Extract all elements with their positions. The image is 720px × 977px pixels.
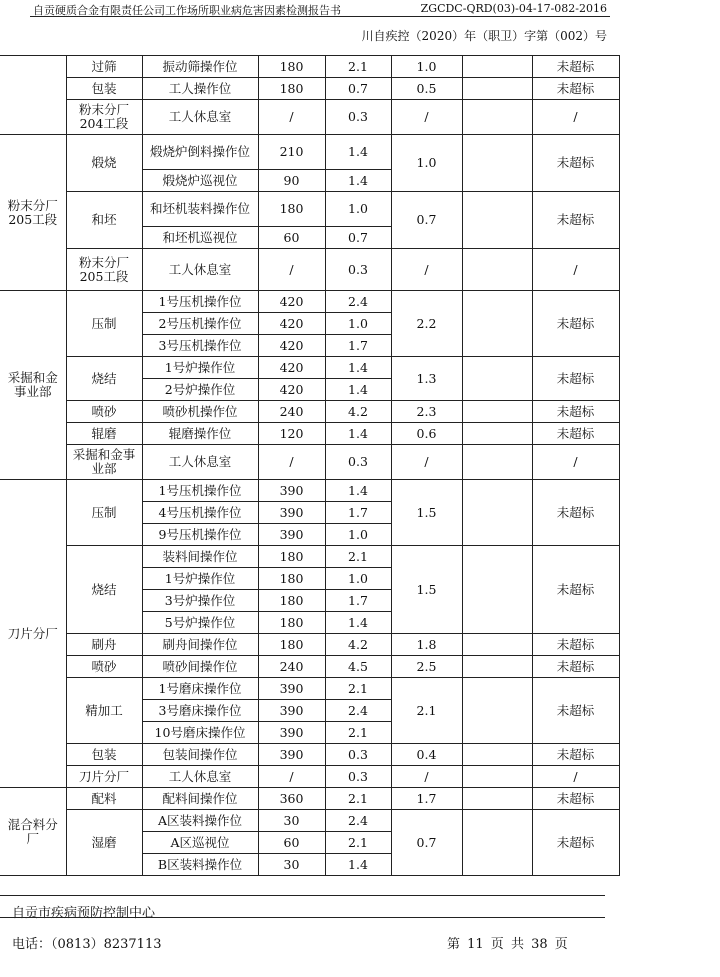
concentration-cell: 0.3 (325, 445, 391, 480)
twa-cell: 0.5 (391, 78, 462, 100)
limit-cell (462, 810, 532, 876)
twa-cell: / (391, 766, 462, 788)
duration-cell: 420 (258, 379, 325, 401)
concentration-cell: 2.1 (325, 722, 391, 744)
position-cell: 3号磨床操作位 (142, 700, 258, 722)
table-row (0, 423, 619, 445)
duration-cell: 420 (258, 313, 325, 335)
result-cell: 未超标 (532, 357, 619, 401)
process-cell: 配料 (66, 788, 142, 810)
limit-cell (462, 634, 532, 656)
limit-cell (462, 744, 532, 766)
concentration-cell: 1.0 (325, 192, 391, 227)
table-row (0, 291, 619, 313)
position-cell: 1号压机操作位 (142, 480, 258, 502)
process-cell: 刀片分厂 (66, 766, 142, 788)
duration-cell: 180 (258, 78, 325, 100)
position-cell: 配料间操作位 (142, 788, 258, 810)
page-number: 第 11 页 共 38 页 (447, 937, 568, 952)
duration-cell: 240 (258, 401, 325, 423)
concentration-cell: 4.2 (325, 401, 391, 423)
position-cell: 3号压机操作位 (142, 335, 258, 357)
process-cell: 喷砂 (66, 656, 142, 678)
duration-cell: 390 (258, 744, 325, 766)
twa-cell: 1.5 (391, 546, 462, 634)
position-cell: 5号炉操作位 (142, 612, 258, 634)
footer-rule-bottom (0, 917, 605, 918)
table-row (0, 401, 619, 423)
limit-cell (462, 445, 532, 480)
position-cell: 喷砂间操作位 (142, 656, 258, 678)
concentration-cell: 1.4 (325, 423, 391, 445)
concentration-cell: 2.1 (325, 832, 391, 854)
table-row (0, 678, 619, 700)
position-cell: 4号压机操作位 (142, 502, 258, 524)
position-cell: 1号炉操作位 (142, 568, 258, 590)
limit-cell (462, 678, 532, 744)
unit-cell: 混合料分厂 (0, 788, 66, 876)
twa-cell: / (391, 100, 462, 135)
concentration-cell: 1.0 (325, 568, 391, 590)
duration-cell: 30 (258, 854, 325, 876)
duration-cell: / (258, 249, 325, 291)
process-cell: 包装 (66, 744, 142, 766)
twa-cell: 2.2 (391, 291, 462, 357)
duration-cell: 180 (258, 590, 325, 612)
duration-cell: 180 (258, 634, 325, 656)
concentration-cell: 1.4 (325, 480, 391, 502)
process-cell: 刷舟 (66, 634, 142, 656)
concentration-cell: 2.4 (325, 810, 391, 832)
position-cell: 振动筛操作位 (142, 56, 258, 78)
concentration-cell: 1.4 (325, 612, 391, 634)
report-reference-number: 川自疾控（2020）年（职卫）字第（002）号 (361, 29, 607, 43)
table-row (0, 100, 619, 135)
duration-cell: 90 (258, 170, 325, 192)
twa-cell: 1.3 (391, 357, 462, 401)
position-cell: 工人休息室 (142, 249, 258, 291)
result-cell: 未超标 (532, 135, 619, 192)
result-cell: / (532, 100, 619, 135)
position-cell: 煅烧炉巡视位 (142, 170, 258, 192)
limit-cell (462, 480, 532, 546)
organization-name: 自贡市疾病预防控制中心 (12, 906, 156, 921)
result-cell: / (532, 766, 619, 788)
result-cell: 未超标 (532, 480, 619, 546)
twa-cell: 0.6 (391, 423, 462, 445)
concentration-cell: 0.7 (325, 78, 391, 100)
duration-cell: 390 (258, 480, 325, 502)
duration-cell: 120 (258, 423, 325, 445)
process-cell: 粉末分厂204工段 (66, 100, 142, 135)
detection-results-table (0, 55, 620, 876)
table-row (0, 445, 619, 480)
twa-cell: 1.8 (391, 634, 462, 656)
limit-cell (462, 291, 532, 357)
duration-cell: 390 (258, 700, 325, 722)
position-cell: 和坯机装料操作位 (142, 192, 258, 227)
position-cell: 喷砂机操作位 (142, 401, 258, 423)
duration-cell: 420 (258, 357, 325, 379)
duration-cell: 390 (258, 722, 325, 744)
result-cell: 未超标 (532, 634, 619, 656)
process-cell: 包装 (66, 78, 142, 100)
concentration-cell: 4.5 (325, 656, 391, 678)
process-cell: 辊磨 (66, 423, 142, 445)
footer-rule-top (0, 895, 605, 896)
result-cell: 未超标 (532, 546, 619, 634)
position-cell: 9号压机操作位 (142, 524, 258, 546)
concentration-cell: 0.3 (325, 100, 391, 135)
table-row (0, 634, 619, 656)
position-cell: A区装料操作位 (142, 810, 258, 832)
limit-cell (462, 656, 532, 678)
position-cell: 装料间操作位 (142, 546, 258, 568)
position-cell: 辊磨操作位 (142, 423, 258, 445)
header-rule (30, 16, 610, 17)
process-cell: 精加工 (66, 678, 142, 744)
position-cell: 刷舟间操作位 (142, 634, 258, 656)
table-row (0, 810, 619, 832)
process-cell: 煅烧 (66, 135, 142, 192)
twa-cell: 0.4 (391, 744, 462, 766)
duration-cell: 390 (258, 502, 325, 524)
limit-cell (462, 135, 532, 192)
concentration-cell: 1.0 (325, 524, 391, 546)
limit-cell (462, 249, 532, 291)
concentration-cell: 2.4 (325, 291, 391, 313)
process-cell: 和坯 (66, 192, 142, 249)
result-cell: 未超标 (532, 192, 619, 249)
concentration-cell: 2.1 (325, 546, 391, 568)
duration-cell: 60 (258, 227, 325, 249)
twa-cell: 1.0 (391, 135, 462, 192)
process-cell: 喷砂 (66, 401, 142, 423)
process-cell: 采掘和金事业部 (66, 445, 142, 480)
concentration-cell: 1.7 (325, 502, 391, 524)
duration-cell: 210 (258, 135, 325, 170)
duration-cell: 420 (258, 335, 325, 357)
twa-cell: 1.5 (391, 480, 462, 546)
position-cell: 3号炉操作位 (142, 590, 258, 612)
unit-cell (0, 56, 66, 135)
concentration-cell: 2.1 (325, 56, 391, 78)
table-row (0, 56, 619, 78)
position-cell: 工人休息室 (142, 100, 258, 135)
result-cell: 未超标 (532, 656, 619, 678)
position-cell: 1号磨床操作位 (142, 678, 258, 700)
table-row (0, 480, 619, 502)
concentration-cell: 1.4 (325, 357, 391, 379)
table-row (0, 78, 619, 100)
limit-cell (462, 357, 532, 401)
limit-cell (462, 401, 532, 423)
position-cell: 工人操作位 (142, 78, 258, 100)
twa-cell: / (391, 445, 462, 480)
limit-cell (462, 56, 532, 78)
process-cell: 湿磨 (66, 810, 142, 876)
concentration-cell: 0.3 (325, 249, 391, 291)
position-cell: A区巡视位 (142, 832, 258, 854)
limit-cell (462, 100, 532, 135)
position-cell: 工人休息室 (142, 766, 258, 788)
position-cell: 煅烧炉倒料操作位 (142, 135, 258, 170)
position-cell: 1号压机操作位 (142, 291, 258, 313)
table-row (0, 766, 619, 788)
duration-cell: 180 (258, 192, 325, 227)
duration-cell: 420 (258, 291, 325, 313)
concentration-cell: 0.3 (325, 744, 391, 766)
concentration-cell: 0.3 (325, 766, 391, 788)
twa-cell: 0.7 (391, 192, 462, 249)
concentration-cell: 1.4 (325, 135, 391, 170)
process-cell: 压制 (66, 480, 142, 546)
concentration-cell: 2.4 (325, 700, 391, 722)
position-cell: 2号压机操作位 (142, 313, 258, 335)
duration-cell: 180 (258, 546, 325, 568)
limit-cell (462, 766, 532, 788)
table-row (0, 192, 619, 227)
table-row (0, 357, 619, 379)
duration-cell: 240 (258, 656, 325, 678)
result-cell: 未超标 (532, 788, 619, 810)
concentration-cell: 1.7 (325, 590, 391, 612)
duration-cell: 390 (258, 524, 325, 546)
concentration-cell: 1.0 (325, 313, 391, 335)
limit-cell (462, 78, 532, 100)
twa-cell: 0.7 (391, 810, 462, 876)
duration-cell: 30 (258, 810, 325, 832)
limit-cell (462, 423, 532, 445)
process-cell: 烧结 (66, 546, 142, 634)
concentration-cell: 0.7 (325, 227, 391, 249)
twa-cell: 1.7 (391, 788, 462, 810)
table-row (0, 744, 619, 766)
report-title: 自贡硬质合金有限责任公司工作场所职业病危害因素检测报告书 (33, 4, 341, 17)
process-cell: 粉末分厂205工段 (66, 249, 142, 291)
concentration-cell: 1.4 (325, 170, 391, 192)
result-cell: 未超标 (532, 810, 619, 876)
position-cell: 包装间操作位 (142, 744, 258, 766)
result-cell: 未超标 (532, 401, 619, 423)
duration-cell: 360 (258, 788, 325, 810)
result-cell: 未超标 (532, 678, 619, 744)
duration-cell: 60 (258, 832, 325, 854)
position-cell: 工人休息室 (142, 445, 258, 480)
duration-cell: 180 (258, 612, 325, 634)
twa-cell: 2.5 (391, 656, 462, 678)
position-cell: B区装料操作位 (142, 854, 258, 876)
concentration-cell: 1.4 (325, 379, 391, 401)
twa-cell: 1.0 (391, 56, 462, 78)
unit-cell: 粉末分厂205工段 (0, 135, 66, 291)
duration-cell: 180 (258, 568, 325, 590)
duration-cell: / (258, 766, 325, 788)
unit-cell: 采掘和金事业部 (0, 291, 66, 480)
concentration-cell: 2.1 (325, 788, 391, 810)
result-cell: 未超标 (532, 291, 619, 357)
result-cell: 未超标 (532, 744, 619, 766)
twa-cell: / (391, 249, 462, 291)
concentration-cell: 1.7 (325, 335, 391, 357)
twa-cell: 2.3 (391, 401, 462, 423)
position-cell: 1号炉操作位 (142, 357, 258, 379)
process-cell: 过筛 (66, 56, 142, 78)
limit-cell (462, 192, 532, 249)
limit-cell (462, 546, 532, 634)
table-row (0, 135, 619, 170)
result-cell: 未超标 (532, 78, 619, 100)
duration-cell: 390 (258, 678, 325, 700)
table-row (0, 788, 619, 810)
concentration-cell: 1.4 (325, 854, 391, 876)
unit-cell: 刀片分厂 (0, 480, 66, 788)
table-row (0, 656, 619, 678)
phone-number: 电话：（0813）8237113 (12, 937, 162, 952)
twa-cell: 2.1 (391, 678, 462, 744)
position-cell: 2号炉操作位 (142, 379, 258, 401)
position-cell: 和坯机巡视位 (142, 227, 258, 249)
document-code: ZGCDC-QRD(03)-04-17-082-2016 (420, 2, 607, 15)
result-cell: 未超标 (532, 56, 619, 78)
table-row (0, 546, 619, 568)
result-cell: / (532, 445, 619, 480)
concentration-cell: 4.2 (325, 634, 391, 656)
result-cell: 未超标 (532, 423, 619, 445)
duration-cell: / (258, 445, 325, 480)
result-cell: / (532, 249, 619, 291)
table-row (0, 249, 619, 291)
limit-cell (462, 788, 532, 810)
position-cell: 10号磨床操作位 (142, 722, 258, 744)
process-cell: 烧结 (66, 357, 142, 401)
duration-cell: / (258, 100, 325, 135)
concentration-cell: 2.1 (325, 678, 391, 700)
process-cell: 压制 (66, 291, 142, 357)
duration-cell: 180 (258, 56, 325, 78)
